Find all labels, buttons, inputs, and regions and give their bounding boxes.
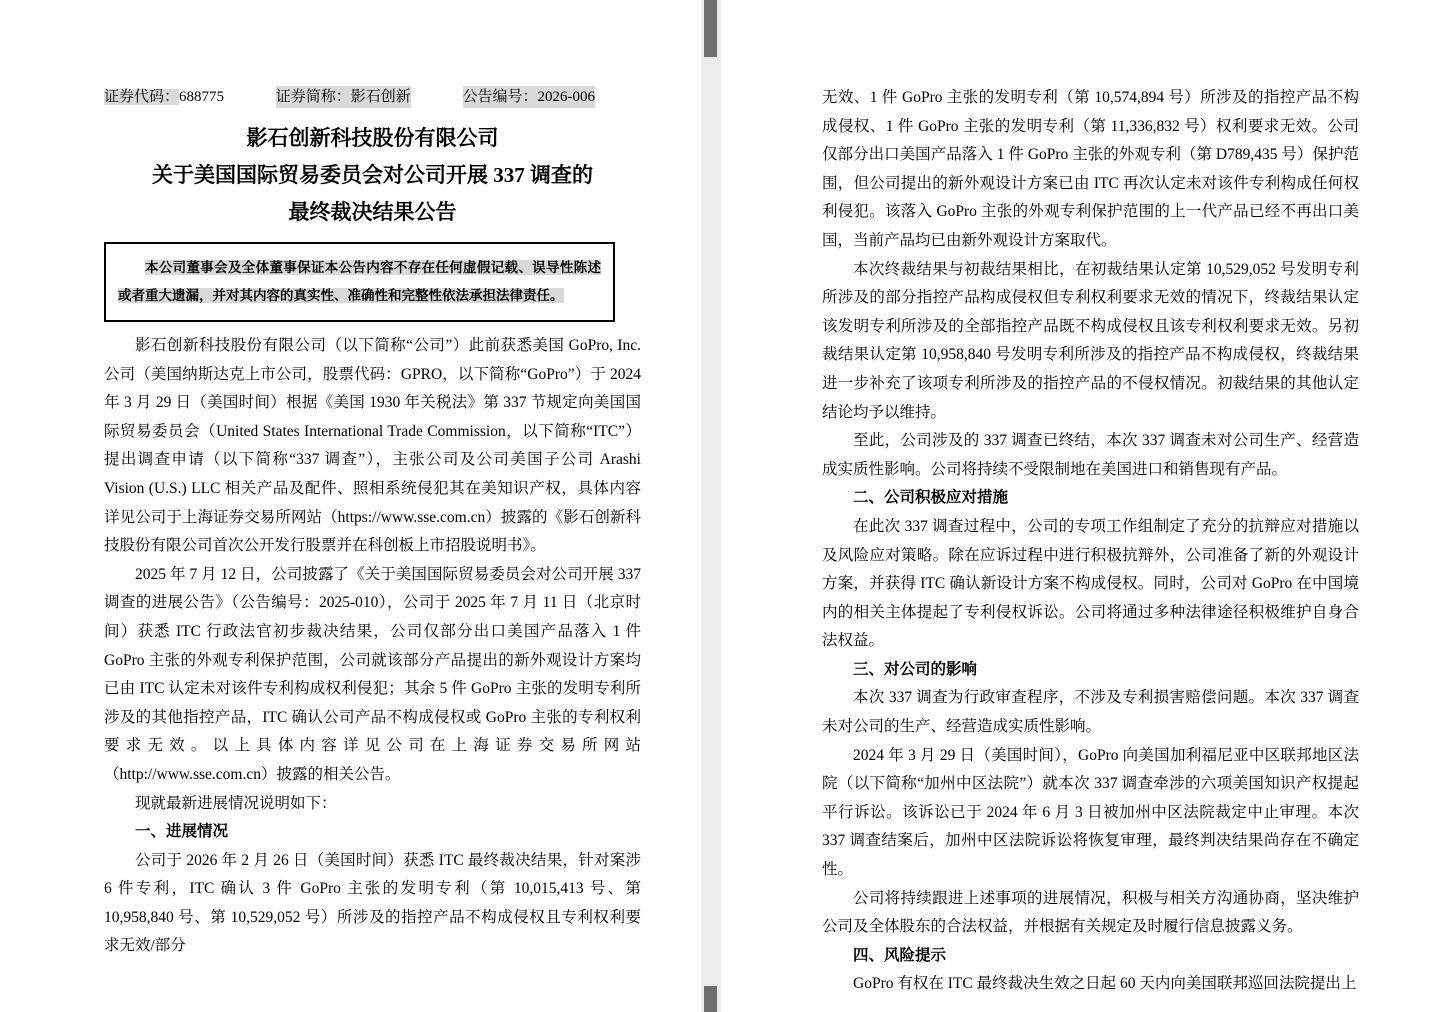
stock-code: [104, 86, 224, 108]
page-1-content: [104, 86, 641, 961]
paragraph: 2024 年 3 月 29 日（美国时间），GoPro 向美国加利福尼亚中区联邦地区法院（以下简称“加州中区法院”）就本次 337 调查牵涉的六项美国知识产权提起平行诉讼。该诉讼已于 2024 年 6 月 3 日被加州中区法院裁定中止审理。本次 337 调查结案后，加州中区法院诉讼将恢复审理，最终判决结果尚存在不确定性。: [822, 746, 1359, 879]
paragraph: GoPro 有权在 ITC 最终裁决生效之日起 60 天内向美国联邦巡回法院提出上: [853, 975, 1357, 993]
section-heading: 四、风险提示: [853, 946, 947, 964]
paragraph: 无效、1 件 GoPro 主张的发明专利（第 10,574,894 号）所涉及的指控产品不构成侵权、1 件 GoPro 主张的发明专利（第 11,336,832 号）权利要求无效。公司仅部分出口美国产品落入 1 件 GoPro 主张的外观专利（第 D789,435 号）保护范围，但公司提出的新外观设计方案已由 ITC 再次认定未对该件专利构成任何权利侵犯。该落入 GoPro 主张的外观专利保护范围的上一代产品已经不再出口美国，当前产品均已由新外观设计方案取代。: [822, 89, 1359, 249]
board-declaration-text: 本公司董事会及全体董事保证本公告内容不存在任何虚假记载、误导性陈述或者重大遗漏，并对其内容的真实性、准确性和完整性依法承担法律责任。: [118, 260, 601, 303]
page-gap-shadow-bottom: [704, 986, 717, 1012]
paragraph: 公司于 2026 年 2 月 26 日（美国时间）获悉 ITC 最终裁决结果，针对案涉 6 件专利，ITC 确认 3 件 GoPro 主张的发明专利（第 10,015,413 号、第 10,958,840 号、第 10,529,052 号）所涉及的指控产品不构成侵权且专利权利要求无效/部分: [104, 851, 641, 955]
paragraph: 现就最新进展情况说明如下：: [135, 794, 337, 812]
title-line-1: 影石创新科技股份有限公司: [246, 126, 499, 150]
page-gap-shadow-top: [704, 0, 717, 57]
paragraph: 本次终裁结果与初裁结果相比，在初裁结果认定第 10,529,052 号发明专利所涉及的部分指控产品构成侵权但专利权利要求无效的情况下，终裁结果认定该发明专利所涉及的全部指控产品既不构成侵权且该专利权利要求无效。另初裁结果认定第 10,958,840 号发明专利所涉及的指控产品不构成侵权，终裁结果进一步补充了该项专利所涉及的指控产品的不侵权情况。初裁结果的其他认定结论均予以维持。: [822, 260, 1359, 421]
paragraph: 影石创新科技股份有限公司（以下简称“公司”）此前获悉美国 GoPro, Inc. 公司（美国纳斯达克上市公司，股票代码：GPRO，以下简称“GoPro”）于 2024 年 3 月 29 日（美国时间）根据《美国 1930 年关税法》第 337 节规定向美国国际贸易委员会（United States International Trade Commission，以下简称“ITC”）提出调查申请（以下简称“337 调查”），主张公司及公司美国子公司 Arashi Vision (U.S.) LLC 相关产品及配件、照相系统侵犯其在美知识产权，具体内容详见公司于上海证券交易所网站（https://www.sse.com.cn）披露的《影石创新科技股份有限公司首次公开发行股票并在科创板上市招股说明书》。: [104, 337, 641, 555]
paragraph: 2025 年 7 月 12 日，公司披露了《关于美国国际贸易委员会对公司开展 337 调查的进展公告》（公告编号：2025-010），公司于 2025 年 7 月 11 日（北京时间）获悉 ITC 行政法官初步裁决结果，公司仅部分出口美国产品落入 1 件 GoPro 主张的外观专利保护范围，公司就该部分产品提出的新外观设计方案均已由 ITC 认定未对该件专利构成权利侵犯；其余 5 件 GoPro 主张的发明专利所涉及的其他指控产品，ITC 确认公司产品不构成侵权或 GoPro 主张的专利权利要求无效。以上具体内容详见公司在上海证券交易所网站（http://www.sse.com.cn）披露的相关公告。: [104, 565, 641, 783]
board-declaration-box: [104, 242, 615, 322]
announcement-number: 公告编号：2026-006: [463, 86, 596, 108]
paragraph: 在此次 337 调查过程中，公司的专项工作组制定了充分的抗辩应对措施以及风险应对策略。除在应诉过程中进行积极抗辩外，公司准备了新的外观设计方案，并获得 ITC 确认新设计方案不构成侵权。同时，公司对 GoPro 在中国境内的相关主体提起了专利侵权诉讼。公司将通过多种法律途径积极维护自身合法权益。: [822, 517, 1359, 650]
page-2: [721, 0, 1440, 1012]
stock-abbreviation: 证券简称：影石创新: [276, 86, 411, 108]
section-heading: 三、对公司的影响: [853, 660, 978, 678]
paragraph: 公司将持续跟进上述事项的进展情况，积极与相关方沟通协商，坚决维护公司及全体股东的合法权益，并根据有关规定及时履行信息披露义务。: [822, 889, 1359, 936]
paragraph: 本次 337 调查为行政审查程序，不涉及专利损害赔偿问题。本次 337 调查未对公司的生产、经营造成实质性影响。: [822, 689, 1359, 736]
paragraph: 至此，公司涉及的 337 调查已终结，本次 337 调查未对公司生产、经营造成实质性影响。公司将持续不受限制地在美国进口和销售现有产品。: [822, 432, 1359, 478]
page-2-content: [822, 84, 1359, 999]
title-line-2: 关于美国国际贸易委员会对公司开展 337 调查的: [152, 163, 593, 187]
announcement-title: [104, 120, 641, 231]
section-heading: 二、公司积极应对措施: [853, 489, 1009, 507]
announcement-header: [104, 86, 641, 108]
right-page-body: [822, 84, 1359, 999]
left-page-body: [104, 332, 641, 961]
section-heading: 一、进展情况: [135, 823, 229, 841]
stock-code-value: 688775: [179, 89, 225, 105]
page-1: [0, 0, 701, 1012]
page-gap: [701, 0, 721, 1012]
stock-code-label: 证券代码：: [104, 89, 180, 105]
title-line-3: 最终裁决结果公告: [288, 200, 457, 224]
